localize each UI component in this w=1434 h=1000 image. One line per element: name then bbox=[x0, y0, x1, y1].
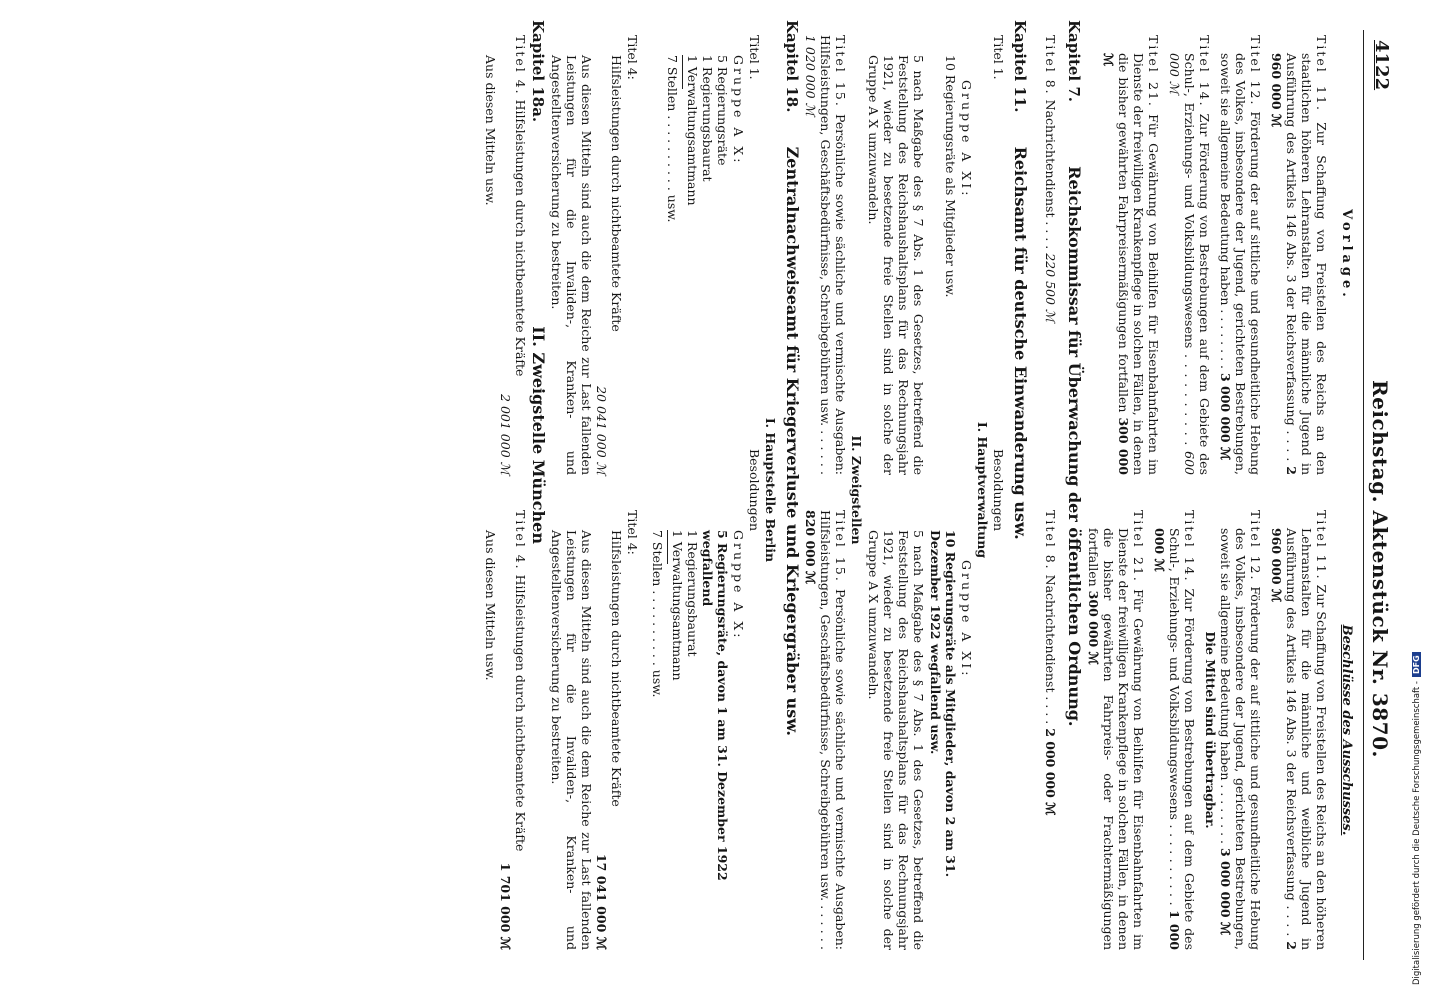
k18-right-hilfs: Hilfsleistungen durch nichtbeamtete Kräfte 17 041 000 ℳ Aus diesen Mitteln sind auch die dem Reiche zur Last fallenden Leistungen für die Invaliden-, Kranken- und Angestelltenversicherung zu bestreiten. bbox=[549, 530, 624, 950]
kapitel-7-left: Titel 8. Nachrichtendienst . . . . 220 500 ℳ bbox=[1043, 35, 1058, 323]
kapitel-title: Zentralnachweiseamt für Kriegerverluste und Kriegergräber usw. bbox=[783, 146, 802, 736]
beschluesse-heading: Beschlüsse des Ausschusses. bbox=[1339, 624, 1354, 836]
zweigstellen-heading: II. Zweigstellen bbox=[849, 435, 864, 545]
k18-titel4-left: Titel 4: bbox=[625, 35, 640, 80]
titel-entry: Titel 21. Für Gewährung von Beihilfen für Eisenbahnfahrten im Dienste der freiwilligen Krankenpflege in solchen Fällen, in denen die bisher gewährten Fahrpreis- oder Frachtermäßigungen fortfallen 300 000 ℳ bbox=[1086, 510, 1146, 950]
zweigstelle-heading: II. Zweigstelle München bbox=[529, 326, 548, 544]
digitization-footer: Digitalisierung gefördert durch die Deutsche Forschungsgemeinschaft -DFG bbox=[1412, 652, 1422, 985]
k18-besoldungen: Besoldungen bbox=[747, 448, 762, 532]
hauptstelle-heading: I. Hauptstelle Berlin bbox=[763, 417, 778, 563]
titel-entry: Titel 21. Für Gewährung von Beihilfen für Eisenbahnfahrten im Dienste der freiwilligen Krankenpflege in solchen Fällen, in denen die bisher gewährten Fahrpreisermäßigungen fortfallen 300 000 ℳ bbox=[1101, 35, 1161, 475]
kapitel-title: Reichsamt für deutsche Einwanderung usw. bbox=[1011, 146, 1030, 540]
page-number: 4122 bbox=[1371, 40, 1392, 91]
gruppe-right: Gruppe A XI: bbox=[959, 560, 974, 679]
k11-left-text: 10 Regierungsräte als Mitglieder usw. bbox=[943, 55, 958, 298]
k18-left-items: 5 Regierungsräte 1 Regierungsbaurat 1 Verwaltungsamtmann 7 Stellen . . . . . . . . . . usw. bbox=[665, 55, 730, 223]
kapitel-11 bbox=[1011, 20, 1028, 960]
gruppe-left: Gruppe A XI: bbox=[959, 80, 974, 199]
kapitel-label: Kapitel 7. bbox=[1065, 20, 1083, 102]
titel-entry: Titel 12. Förderung der auf sittliche und gesundheitliche Hebung des Volkes, insbesondere der Jugend, gerichteten Bestrebungen, soweit sie allgemeine Bedeutung haben . . . . . . . . 3 000 000 ℳ bbox=[1218, 35, 1263, 475]
k18-titel4-right: Titel 4: bbox=[625, 510, 640, 555]
titel-entry: Titel 14. Zur Förderung von Bestrebungen auf dem Gebiete des Schul-, Erziehungs- und Volksbildungswesens . . . . . . . . . . 600 000 ℳ bbox=[1167, 35, 1212, 475]
k18-titel1: Titel 1. bbox=[747, 35, 762, 80]
k11-right-t15: Titel 15. Persönliche sowie sächliche und vermischte Ausgaben: Hilfsleistungen, Geschäftsbedürfnisse, Schreibgebühren usw. . . . . . . 820 000 ℳ bbox=[803, 510, 848, 950]
header-rule bbox=[1363, 30, 1364, 960]
titel-entry: Titel 12. Förderung der auf sittliche und gesundheitliche Hebung des Volkes, insbesondere der Jugend, gerichteten Bestrebungen, soweit sie allgemeine Bedeutung haben . . . . . . . . 3 000 000 ℳ Die Mittel sind übertragbar. bbox=[1203, 510, 1263, 950]
kapitel-7-right: Titel 8. Nachrichtendienst . . . . 2 000 000 ℳ bbox=[1043, 510, 1058, 816]
kapitel-label: Kapitel 11. bbox=[1011, 20, 1029, 113]
transfer-note: Die Mittel sind übertragbar. bbox=[1203, 631, 1218, 829]
beschluesse-column bbox=[1080, 510, 1358, 950]
kapitel-label: Kapitel 18. bbox=[783, 20, 801, 113]
kapitel-18a bbox=[529, 20, 546, 960]
vorlage-column bbox=[1095, 35, 1358, 475]
k18-right-items: 5 Regierungsräte, davon 1 am 31. Dezember 1922 wegfallend 1 Regierungsbaurat 1 Verwaltungsamtmann 7 Stellen . . . . . . . . . . usw. bbox=[650, 530, 730, 881]
vorlage-heading: Vorlage. bbox=[1339, 209, 1354, 301]
k11-left-para: 5 nach Maßgabe des § 7 Abs. 1 des Gesetzes, betreffend die Feststellung des Reichshaushaltsplans für das Rechnungsjahr 1921, wieder zu besetzende freie Stellen sind in solche der Gruppe A X umzuwandeln. bbox=[866, 55, 926, 475]
k11-right-text: 10 Regierungsräte als Mitglieder, davon 2 am 31. Dezember 1922 wegfallend usw. bbox=[928, 530, 958, 878]
titel-1-label: Titel 1. bbox=[991, 35, 1006, 80]
dfg-logo: DFG bbox=[1412, 652, 1421, 677]
k11-left-t15: Titel 15. Persönliche sowie sächliche und vermischte Ausgaben: Hilfsleistungen, Geschäftsbedürfnisse, Schreibgebühren usw. . . . . . . 1 020 000 ℳ bbox=[803, 35, 848, 475]
titel-entry: Titel 14. Zur Förderung von Bestrebungen auf dem Gebiete des Schul-, Erziehungs- und Volksbildungswesens . . . . . . . . . . 1 000 000 ℳ bbox=[1152, 510, 1197, 950]
kapitel-7 bbox=[1065, 20, 1082, 960]
k18a-right: Titel 4. Hilfsleistungen durch nichtbeamtete Kräfte 1 701 000 ℳ Aus diesen Mitteln usw. bbox=[483, 510, 528, 950]
k18-gruppe-left: Gruppe A X: bbox=[731, 55, 746, 166]
kapitel-18 bbox=[783, 20, 800, 960]
titel-entry: Titel 11. Zur Schaffung von Freistellen des Reichs an den staatlichen höheren Lehranstalten für die männliche Jugend in Ausführung des Artikels 146 Abs. 3 der Reichsverfassung . . . . 2 960 000 ℳ bbox=[1269, 35, 1329, 475]
titel-entry: Titel 11. Zur Schaffung von Freistellen des Reichs an den höheren Lehranstalten für die männliche und weibliche Jugend in Ausführung des Artikels 146 Abs. 3 der Reichsverfassung . . . . 2 960 000 ℳ bbox=[1269, 510, 1329, 950]
hauptverwaltung-heading: I. Hauptverwaltung bbox=[975, 421, 990, 559]
k18a-left: Titel 4. Hilfsleistungen durch nichtbeamtete Kräfte 2 001 000 ℳ Aus diesen Mitteln usw. bbox=[483, 35, 528, 475]
kapitel-label: Kapitel 18a. bbox=[529, 20, 547, 123]
k18-gruppe-right: Gruppe A X: bbox=[731, 530, 746, 641]
kapitel-title: Reichskommissar für Überwachung der öffentlichen Ordnung. bbox=[1065, 166, 1084, 727]
k18-left-hilfs: Hilfsleistungen durch nichtbeamtete Kräfte 20 041 000 ℳ Aus diesen Mitteln sind auch die dem Reiche zur Last fallenden Leistungen für die Invaliden-, Kranken- und Angestelltenversicherung zu bestreiten. bbox=[549, 55, 624, 475]
running-title: Reichstag. Aktenstück Nr. 3870. bbox=[1368, 380, 1392, 758]
besoldungen-heading: Besoldungen bbox=[991, 448, 1006, 532]
k11-right-para: 5 nach Maßgabe des § 7 Abs. 1 des Gesetzes, betreffend die Feststellung des Reichshaushaltsplans für das Rechnungsjahr 1921, wieder zu besetzende freie Stellen sind in solche der Gruppe A X umzuwandeln. bbox=[866, 530, 926, 950]
